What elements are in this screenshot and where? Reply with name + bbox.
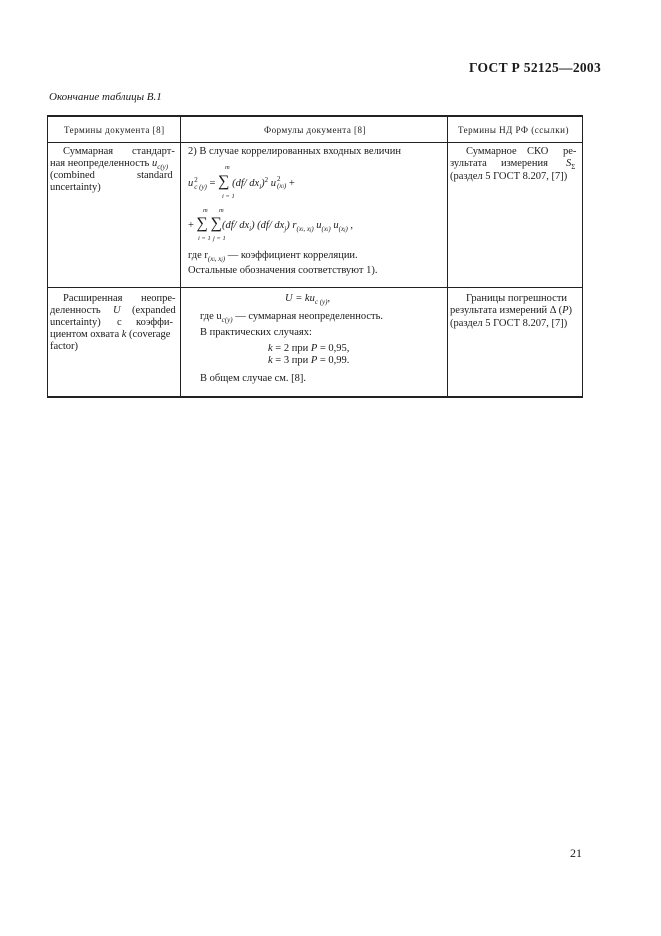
formula2: + ∑ ∑(df/ $dx_i$) (df/ $dx_j$) $r_{(xi, xj)}$ $u_{(xi)}$ $u_{(xj)}$ ,: [188, 215, 354, 233]
row2-formula: $U = ku_{c (y)}$,: [285, 293, 331, 306]
row1-nd-w5: измерения: [501, 158, 548, 169]
row1-nd-ref: (раздел 5 ГОСТ 8.207, [7]): [450, 171, 568, 182]
row2-term-w4: (expanded: [132, 305, 176, 316]
row2-where: где $u_{c(y)}$ — суммарная неопределенность.: [200, 311, 384, 324]
row1-term-word2: стандарт-: [132, 146, 175, 157]
row2-term-U: U: [113, 305, 121, 316]
table-bottom-rule: [47, 396, 583, 398]
f2-sum2-bottom: j = 1: [213, 235, 226, 242]
f2-sum2-top: m: [219, 207, 224, 214]
row2-term-w6: с: [117, 317, 122, 328]
row2-practical: В практических случаях:: [200, 327, 312, 338]
col-header-formulas: Формулы документа [8]: [264, 125, 367, 135]
row2-general: В общем случае см. [8].: [200, 373, 307, 384]
table-caption: Окончание таблицы В.1: [49, 91, 162, 103]
row2-k3: k = 3 при P = 0,99.: [268, 355, 350, 366]
row2-term-w1: Расширенная: [63, 293, 123, 304]
row1-term-en1: (combined: [50, 170, 95, 181]
row2-nd-line2: результата измерений Δ (P): [450, 305, 573, 316]
f2-sum1-top: m: [203, 207, 208, 214]
f2-sum1-bottom: i = 1: [198, 235, 211, 242]
header-divider: [47, 142, 583, 143]
row2-k2: k = 2 при P = 0,95,: [268, 343, 350, 354]
f1-sum-bottom: i = 1: [222, 193, 235, 200]
document-number: ГОСТ Р 52125—2003: [469, 60, 602, 75]
row1-term-line2: ная неопределенность $u_{c(y)}$: [50, 158, 169, 171]
row2-term-w3: деленность: [50, 305, 101, 316]
row-divider: [47, 287, 583, 288]
row1-term-word1: Суммарная: [63, 146, 114, 157]
page-number: 21: [570, 846, 582, 860]
row2-term-w8: factor): [50, 341, 78, 352]
row1-nd-w3: ре-: [563, 146, 577, 157]
row1-nd-w4: зультата: [450, 158, 487, 169]
column-divider-2: [447, 116, 448, 398]
row2-nd-line3: (раздел 5 ГОСТ 8.207, [7]): [450, 318, 568, 329]
row1-term-en2: standard: [137, 170, 173, 181]
row2-nd-line1: Границы погрешности: [466, 293, 568, 304]
row1-term-en3: uncertainty): [50, 182, 101, 193]
column-divider-1: [180, 116, 181, 398]
row1-where: где $r_{(xi, xj)}$ — коэффициент корреляции.: [188, 250, 358, 263]
row2-term-line4: циентом охвата k (coverage: [50, 329, 171, 340]
row2-term-w5: uncertainty): [50, 317, 101, 328]
row1-nd-symbol: $S_\Sigma$: [566, 158, 576, 171]
row1-nd-w1: Суммарное: [466, 146, 517, 157]
col-header-nd: Термины НД РФ (ссылки): [458, 125, 569, 135]
table-top-rule: [47, 115, 583, 117]
row2-term-w2: неопре-: [141, 293, 176, 304]
row2-term-w7: коэффи-: [136, 317, 174, 328]
row1-rest: Остальные обозначения соответствуют 1).: [188, 265, 378, 276]
formula1: u 2 c (y) = ∑ (df/ $dx_i)^2$ u 2 (xi) +: [188, 173, 295, 191]
col-header-terms: Термины документа [8]: [64, 125, 165, 135]
f1-sum-top: m: [225, 164, 230, 171]
row1-nd-w2: СКО: [527, 146, 549, 157]
row1-intro: 2) В случае коррелированных входных величин: [188, 146, 401, 157]
